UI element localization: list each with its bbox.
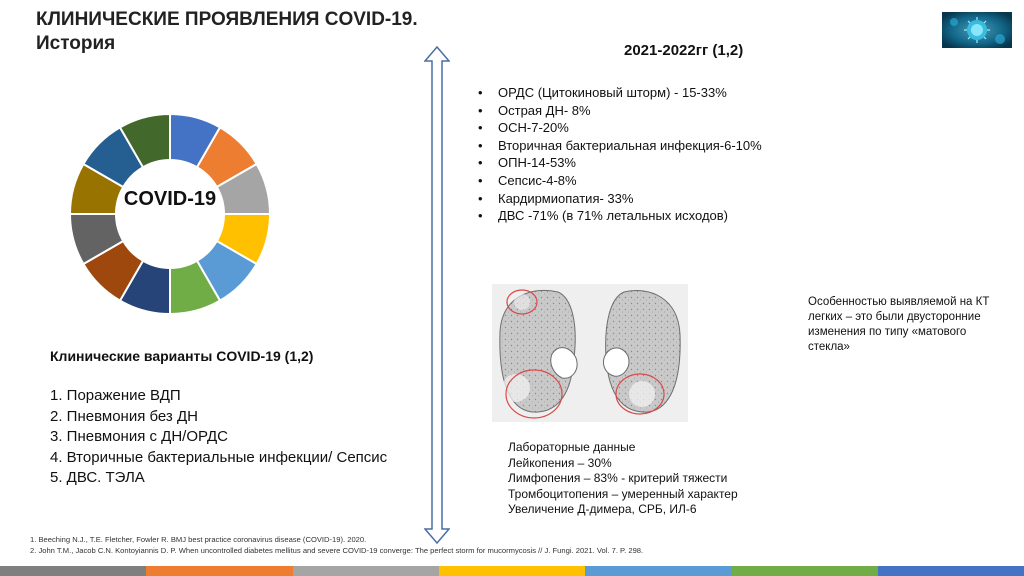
list-item: • ОРДС (Цитокиновый шторм) - 15-33%	[478, 85, 727, 100]
virus-logo-image	[942, 12, 1012, 48]
donut-center-label: COVID-19	[123, 188, 217, 210]
bullet-icon: •	[478, 137, 483, 153]
complications-list	[476, 84, 762, 225]
list-item: Лимфопения – 83% - критерий тяжести	[508, 471, 728, 486]
slide-title	[36, 8, 418, 56]
footer-color-bar	[0, 566, 1024, 576]
covid-donut-diagram	[66, 110, 274, 318]
list-item: 1. Поражение ВДП	[50, 387, 181, 404]
footer-color-segment	[146, 566, 292, 576]
list-item: • ОСН-7-20%	[478, 120, 569, 136]
lab-data-block	[508, 440, 738, 518]
list-item: Увеличение Д-димера, СРБ, ИЛ-6	[508, 502, 697, 517]
period-heading: 2021-2022гг (1,2)	[624, 42, 744, 59]
bullet-icon: •	[478, 85, 483, 100]
bullet-icon: •	[478, 155, 483, 171]
list-item: • ДВС -71% (в 71% летальных исходов)	[478, 208, 729, 224]
list-item: • Острая ДН- 8%	[478, 102, 591, 118]
list-item: 5. ДВС. ТЭЛА	[50, 469, 145, 486]
list-item: 2. Пневмония без ДН	[50, 407, 198, 425]
lab-data-title: Лабораторные данные	[508, 440, 636, 454]
clinical-variants-list	[50, 386, 387, 489]
footer-color-segment	[293, 566, 439, 576]
footer-color-segment	[878, 566, 1024, 576]
double-arrow-icon	[424, 46, 450, 544]
clinical-variants-title: Клинические варианты COVID-19 (1,2)	[50, 348, 314, 364]
references	[30, 534, 643, 556]
list-item: Тромбоцитопения – умеренный характер	[508, 486, 738, 501]
list-item: Лейкопения – 30%	[508, 455, 612, 470]
list-item: 4. Вторичные бактериальные инфекции/ Сепсис	[50, 448, 388, 466]
bullet-icon: •	[478, 190, 483, 206]
list-item: • Вторичная бактериальная инфекция-6-10%	[478, 137, 762, 153]
bullet-icon: •	[478, 120, 483, 136]
list-item: • Сепсис-4-8%	[478, 172, 577, 188]
bullet-icon: •	[478, 102, 483, 118]
list-item: 3. Пневмония с ДН/ОРДС	[50, 428, 228, 445]
ct-finding-note: Особенностью выявляемой на КТ легких – это были двусторонние изменения по типу «матового стекла»	[808, 296, 990, 353]
reference-item: 2. John T.M., Jacob C.N. Kontoyiannis D. P. When uncontrolled diabetes mellitus and severe COVID-19 converge: The perfect storm for mucormycosis // J. Fungi. 2021. Vol. 7. P. 298.	[30, 546, 644, 555]
slide-title-line1: КЛИНИЧЕСКИЕ ПРОЯВЛЕНИЯ COVID-19.	[36, 9, 418, 30]
reference-item: 1. Beeching N.J., T.E. Fletcher, Fowler R. BMJ best practice coronavirus disease (COVID-19). 2020.	[30, 535, 367, 544]
footer-color-segment	[731, 566, 877, 576]
footer-color-segment	[585, 566, 731, 576]
slide-title-line2: История	[36, 33, 116, 54]
footer-color-segment	[439, 566, 585, 576]
bullet-icon: •	[478, 172, 483, 188]
lung-ct-scan-image	[492, 284, 688, 422]
list-item: • Кардирмиопатия- 33%	[478, 190, 634, 206]
list-item: • ОПН-14-53%	[478, 155, 576, 171]
footer-color-segment	[0, 566, 146, 576]
bullet-icon: •	[478, 208, 483, 224]
